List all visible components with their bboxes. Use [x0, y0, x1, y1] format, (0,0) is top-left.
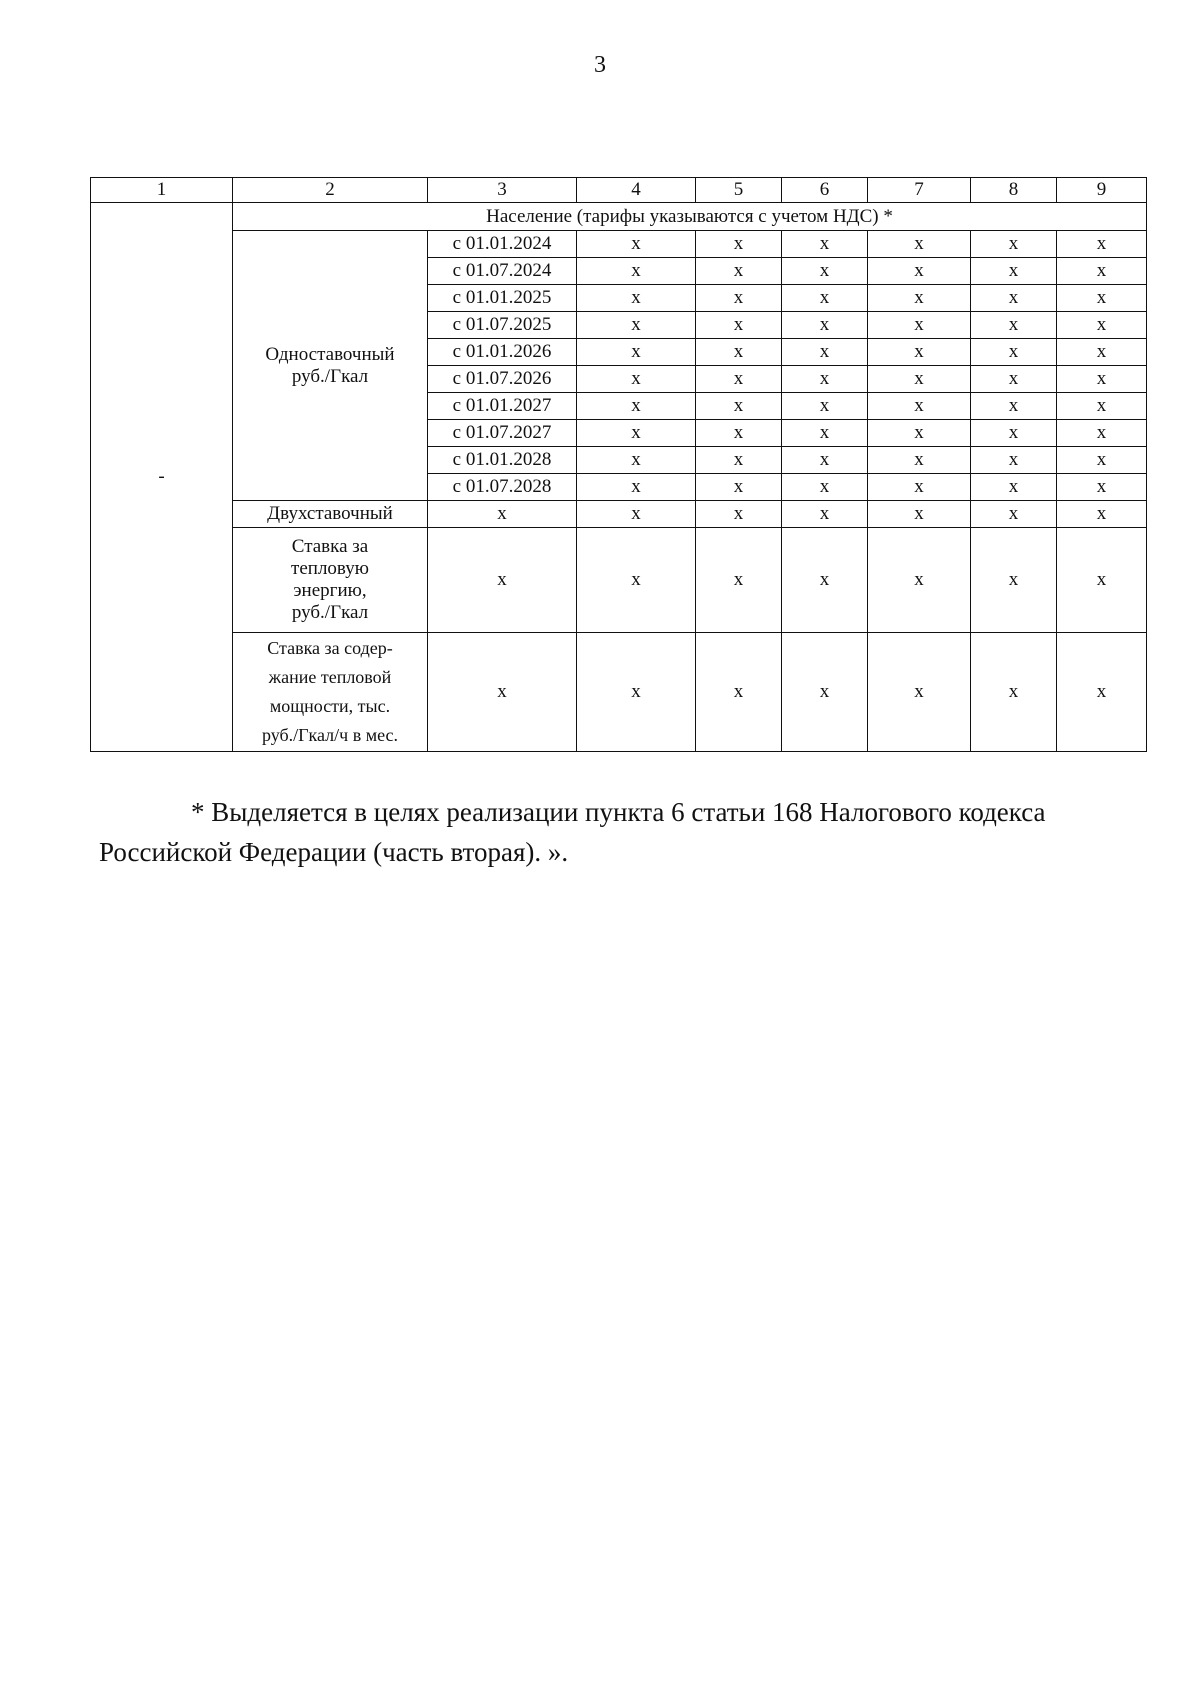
mark-cell: х [971, 528, 1057, 633]
mark-cell: х [1057, 420, 1147, 447]
date-cell: с 01.01.2024 [428, 231, 577, 258]
mark-cell: х [1057, 393, 1147, 420]
mark-cell: х [1057, 231, 1147, 258]
mark-cell: х [868, 312, 971, 339]
mark-cell: х [577, 447, 696, 474]
mark-cell: х [1057, 258, 1147, 285]
column-number: 5 [696, 178, 782, 203]
mark-cell: х [696, 312, 782, 339]
one-rate-label: Одноставочный руб./Гкал [233, 231, 428, 501]
mark-cell: х [971, 501, 1057, 528]
mark-cell: х [868, 420, 971, 447]
mark-cell: х [971, 285, 1057, 312]
footnote-line-2: Российской Федерации (часть вторая). ». [99, 837, 569, 867]
mark-cell: х [577, 633, 696, 752]
mark-cell: х [577, 366, 696, 393]
mark-cell: х [696, 258, 782, 285]
mark-cell: х [1057, 447, 1147, 474]
mark-cell: х [782, 633, 868, 752]
two-rate-label: Двухставочный [233, 501, 428, 528]
first-column-cell: - [91, 203, 233, 752]
mark-cell: х [782, 474, 868, 501]
mark-cell: х [1057, 339, 1147, 366]
date-cell: с 01.07.2024 [428, 258, 577, 285]
mark-cell: х [868, 231, 971, 258]
mark-cell: х [868, 366, 971, 393]
mark-cell: х [782, 339, 868, 366]
capacity-rate-row [91, 633, 1147, 752]
energy-rate-row [91, 528, 1147, 633]
mark-cell: х [971, 393, 1057, 420]
mark-cell: х [696, 285, 782, 312]
mark-cell: х [868, 474, 971, 501]
mark-cell: х [696, 474, 782, 501]
mark-cell: х [1057, 633, 1147, 752]
mark-cell: х [868, 447, 971, 474]
mark-cell: х [1057, 312, 1147, 339]
mark-cell: х [696, 366, 782, 393]
mark-cell: х [577, 501, 696, 528]
mark-cell: х [971, 474, 1057, 501]
mark-cell: х [696, 393, 782, 420]
mark-cell: х [782, 258, 868, 285]
mark-cell: х [971, 447, 1057, 474]
mark-cell: х [782, 231, 868, 258]
column-number: 8 [971, 178, 1057, 203]
column-number: 3 [428, 178, 577, 203]
energy-rate-label: Ставка за тепловую энергию, руб./Гкал [233, 528, 428, 633]
mark-cell: х [868, 528, 971, 633]
section-title: Население (тарифы указываются с учетом НДС) * [233, 203, 1147, 231]
column-number: 9 [1057, 178, 1147, 203]
date-cell: с 01.01.2027 [428, 393, 577, 420]
footnote-line-1: * Выделяется в целях реализации пункта 6 статьи 168 Налогового кодекса [191, 797, 1046, 827]
mark-cell: х [577, 528, 696, 633]
mark-cell: х [782, 285, 868, 312]
column-number: 6 [782, 178, 868, 203]
mark-cell: х [696, 339, 782, 366]
mark-cell: х [696, 231, 782, 258]
mark-cell: х [577, 474, 696, 501]
mark-cell: х [782, 312, 868, 339]
mark-cell: х [971, 231, 1057, 258]
date-cell: с 01.07.2028 [428, 474, 577, 501]
mark-cell: х [868, 393, 971, 420]
mark-cell: х [868, 501, 971, 528]
column-number: 4 [577, 178, 696, 203]
date-cell: с 01.01.2028 [428, 447, 577, 474]
mark-cell: х [868, 633, 971, 752]
mark-cell: х [696, 633, 782, 752]
mark-cell: х [782, 447, 868, 474]
mark-cell: х [577, 393, 696, 420]
date-cell: с 01.01.2025 [428, 285, 577, 312]
mark-cell: х [428, 528, 577, 633]
mark-cell: х [577, 258, 696, 285]
mark-cell: х [428, 501, 577, 528]
mark-cell: х [577, 312, 696, 339]
date-cell: с 01.01.2026 [428, 339, 577, 366]
mark-cell: х [577, 285, 696, 312]
mark-cell: х [971, 258, 1057, 285]
table-row [91, 231, 1147, 258]
page-number: 3 [594, 52, 606, 78]
tariff-table [90, 177, 1147, 752]
column-number: 1 [91, 178, 233, 203]
mark-cell: х [577, 339, 696, 366]
footnote [99, 792, 1135, 872]
date-cell: с 01.07.2025 [428, 312, 577, 339]
mark-cell: х [971, 339, 1057, 366]
mark-cell: х [577, 420, 696, 447]
date-cell: с 01.07.2027 [428, 420, 577, 447]
mark-cell: х [782, 420, 868, 447]
column-number: 7 [868, 178, 971, 203]
mark-cell: х [782, 366, 868, 393]
mark-cell: х [1057, 285, 1147, 312]
mark-cell: х [1057, 474, 1147, 501]
mark-cell: х [1057, 528, 1147, 633]
mark-cell: х [428, 633, 577, 752]
mark-cell: х [696, 447, 782, 474]
mark-cell: х [971, 312, 1057, 339]
mark-cell: х [782, 528, 868, 633]
mark-cell: х [971, 633, 1057, 752]
column-number: 2 [233, 178, 428, 203]
mark-cell: х [868, 285, 971, 312]
mark-cell: х [971, 366, 1057, 393]
capacity-rate-label: Ставка за содер- жание тепловой мощности, тыс. руб./Гкал/ч в мес. [233, 633, 428, 752]
mark-cell: х [868, 339, 971, 366]
mark-cell: х [696, 501, 782, 528]
mark-cell: х [782, 501, 868, 528]
population-section-row [91, 203, 1147, 231]
mark-cell: х [696, 420, 782, 447]
column-number-row [91, 178, 1147, 203]
mark-cell: х [971, 420, 1057, 447]
two-rate-row [91, 501, 1147, 528]
mark-cell: х [696, 528, 782, 633]
mark-cell: х [868, 258, 971, 285]
mark-cell: х [577, 231, 696, 258]
date-cell: с 01.07.2026 [428, 366, 577, 393]
mark-cell: х [1057, 366, 1147, 393]
mark-cell: х [1057, 501, 1147, 528]
mark-cell: х [782, 393, 868, 420]
